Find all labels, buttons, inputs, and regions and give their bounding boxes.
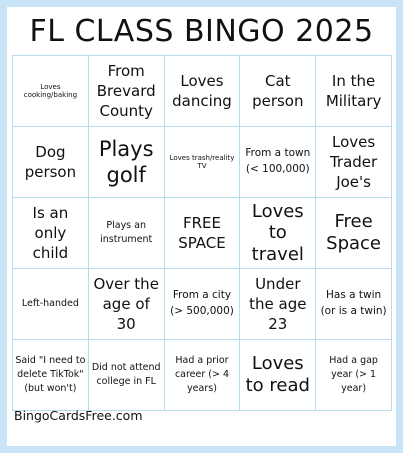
bingo-card bbox=[7, 7, 396, 446]
bingo-cell-r5c4[interactable]: Loves to read bbox=[240, 340, 316, 411]
bingo-cell-r4c3[interactable]: From a city (> 500,000) bbox=[165, 269, 241, 340]
bingo-cell-r3c4[interactable]: Loves to travel bbox=[240, 198, 316, 269]
bingo-cell-r4c5[interactable]: Has a twin (or is a twin) bbox=[316, 269, 392, 340]
bingo-cell-r1c2[interactable]: From Brevard County bbox=[89, 56, 165, 127]
card-title: FL CLASS BINGO 2025 bbox=[29, 14, 374, 49]
bingo-cell-r5c2[interactable]: Did not attend college in FL bbox=[89, 340, 165, 411]
bingo-cell-r1c3[interactable]: Loves dancing bbox=[165, 56, 241, 127]
bingo-cell-r2c4[interactable]: From a town (< 100,000) bbox=[240, 127, 316, 198]
bingo-cell-r2c5[interactable]: Loves Trader Joe's bbox=[316, 127, 392, 198]
bingo-cell-r1c1[interactable]: Loves cooking/baking bbox=[13, 56, 89, 127]
bingo-cell-r3c1[interactable]: Is an only child bbox=[13, 198, 89, 269]
bingo-cell-r4c1[interactable]: Left-handed bbox=[13, 269, 89, 340]
bingo-cell-r5c1[interactable]: Said "I need to delete TikTok" (but won't) bbox=[13, 340, 89, 411]
bingo-grid bbox=[12, 55, 392, 411]
bingo-cell-r4c2[interactable]: Over the age of 30 bbox=[89, 269, 165, 340]
bingo-cell-r3c3[interactable]: FREE SPACE bbox=[165, 198, 241, 269]
bingo-cell-r2c2[interactable]: Plays golf bbox=[89, 127, 165, 198]
bingo-cell-r3c2[interactable]: Plays an instrument bbox=[89, 198, 165, 269]
footer-credit: BingoCardsFree.com bbox=[14, 408, 143, 423]
bingo-cell-r5c3[interactable]: Had a prior career (> 4 years) bbox=[165, 340, 241, 411]
bingo-cell-r2c1[interactable]: Dog person bbox=[13, 127, 89, 198]
bingo-cell-r1c4[interactable]: Cat person bbox=[240, 56, 316, 127]
bingo-cell-r2c3[interactable]: Loves trash/reality TV bbox=[165, 127, 241, 198]
bingo-cell-r4c4[interactable]: Under the age 23 bbox=[240, 269, 316, 340]
bingo-cell-r1c5[interactable]: In the Military bbox=[316, 56, 392, 127]
bingo-cell-r5c5[interactable]: Had a gap year (> 1 year) bbox=[316, 340, 392, 411]
bingo-cell-r3c5[interactable]: Free Space bbox=[316, 198, 392, 269]
